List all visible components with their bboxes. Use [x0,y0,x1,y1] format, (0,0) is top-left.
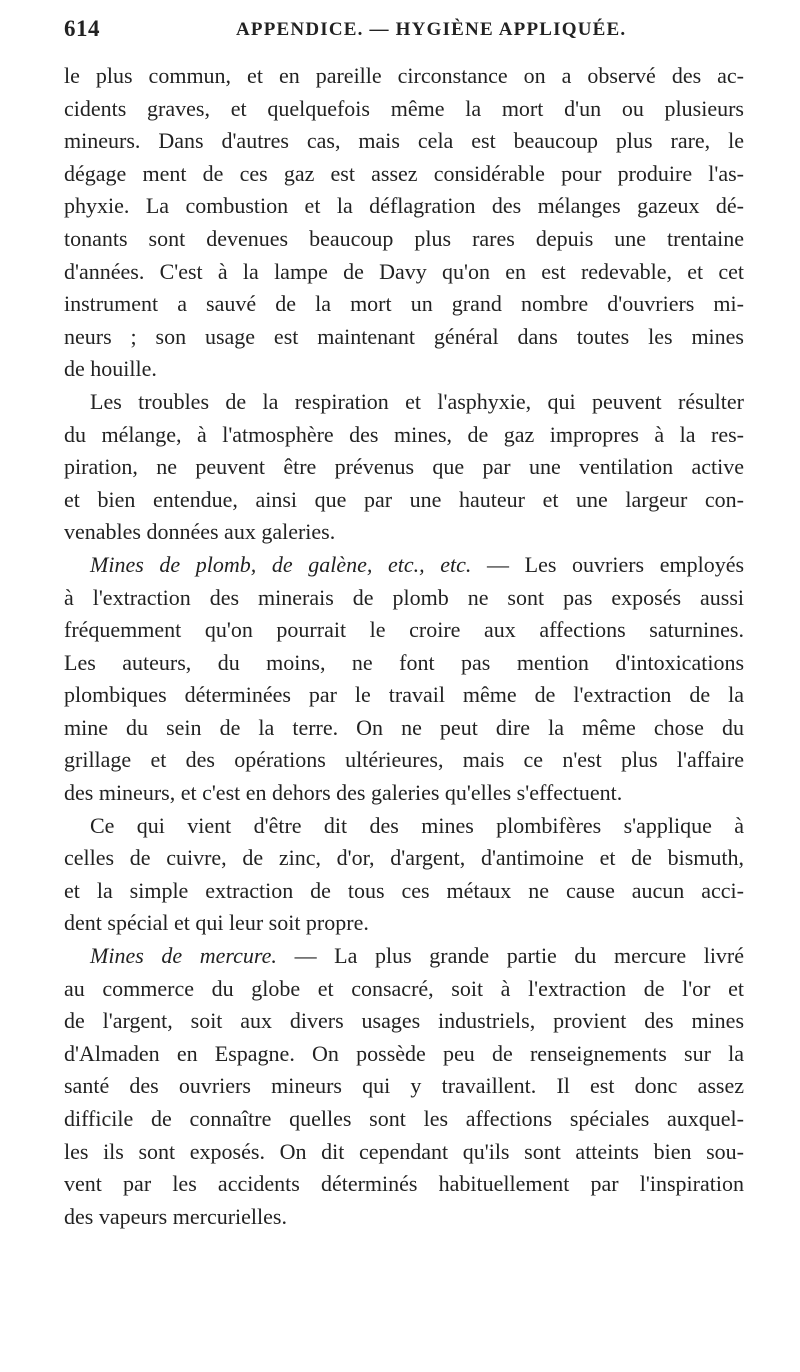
text-line: grillage et des opérations ultérieures, mais ce n'est plus l'affaire [64,747,744,773]
text-line-rest: — La plus grande partie du mercure livré [294,943,745,969]
text-line: fréquemment qu'on pourrait le croire aux affections saturnines. [64,617,744,643]
text-line: des mineurs, et c'est en dehors des galeries qu'elles s'effectuent. [64,780,623,806]
text-line: dent spécial et qui leur soit propre. [64,910,369,936]
text-line: difficile de connaître quelles sont les affections spéciales auxquel- [64,1106,744,1131]
text-line: d'années. C'est à la lampe de Davy qu'on en est redevable, et cet [64,258,744,284]
text-line: Les auteurs, du moins, ne font pas mention d'intoxications [64,649,744,675]
text-line: Ce qui vient d'être dit des mines plombifères s'applique à [90,812,744,838]
text-line: des vapeurs mercurielles. [64,1203,287,1229]
page-header [64,16,744,50]
text-line: et la simple extraction de tous ces métaux ne cause aucun acci- [64,877,744,903]
running-head: APPENDICE. — HYGIÈNE APPLIQUÉE. [236,19,627,40]
text-line: dégage ment de ces gaz est assez considérable pour produire l'as- [64,160,744,186]
text-line: cidents graves, et quelquefois même la mort d'un ou plusieurs [64,95,744,121]
text-line: tonants sont devenues beaucoup plus rares depuis une trentaine [64,225,744,251]
text-line-rest: — Les ouvriers employés [487,551,745,577]
text-line: les ils sont exposés. On dit cependant qu'ils sont atteints bien sou- [64,1138,744,1164]
text-line: au commerce du globe et consacré, soit à l'extraction de l'or et [64,975,744,1001]
text-line: vent par les accidents déterminés habituellement par l'inspiration [64,1171,744,1197]
page-number: 614 [64,16,100,41]
text-line [64,549,744,582]
text-line: instrument a sauvé de la mort un grand nombre d'ouvriers mi- [64,291,744,317]
text-line: et bien entendue, ainsi que par une hauteur et une largeur con- [64,486,744,512]
section-heading-lead-mines: Mines de plomb, de galène, etc., etc. [90,551,472,577]
text-line: de l'argent, soit aux divers usages industriels, provient des mines [64,1008,744,1034]
text-line: de houille. [64,356,157,382]
text-line: mine du sein de la terre. On ne peut dire la même chose du [64,714,744,740]
text-line: neurs ; son usage est maintenant général dans toutes les mines [64,323,744,349]
text-line: mineurs. Dans d'autres cas, mais cela est beaucoup plus rare, le [64,128,744,154]
text-line: d'Almaden en Espagne. On possède peu de renseignements sur la [64,1040,744,1066]
body-text [64,60,744,1233]
text-line: du mélange, à l'atmosphère des mines, de gaz impropres à la res- [64,421,744,447]
text-line: le plus commun, et en pareille circonstance on a observé des ac- [64,63,744,88]
text-line: santé des ouvriers mineurs qui y travaillent. Il est donc assez [64,1073,744,1099]
section-heading-mercury-mines: Mines de mercure. [90,943,277,969]
text-line: plombiques déterminées par le travail même de l'extraction de la [64,682,744,708]
text-line: venables données aux galeries. [64,519,336,545]
text-line: celles de cuivre, de zinc, d'or, d'argent, d'antimoine et de bismuth, [64,845,744,871]
text-line [64,940,744,973]
text-line: piration, ne peuvent être prévenus que par une ventilation active [64,454,744,480]
text-line: Les troubles de la respiration et l'asphyxie, qui peuvent résulter [90,388,744,414]
text-line: phyxie. La combustion et la déflagration des mélanges gazeux dé- [64,193,744,219]
text-line: à l'extraction des minerais de plomb ne sont pas exposés aussi [64,584,744,610]
